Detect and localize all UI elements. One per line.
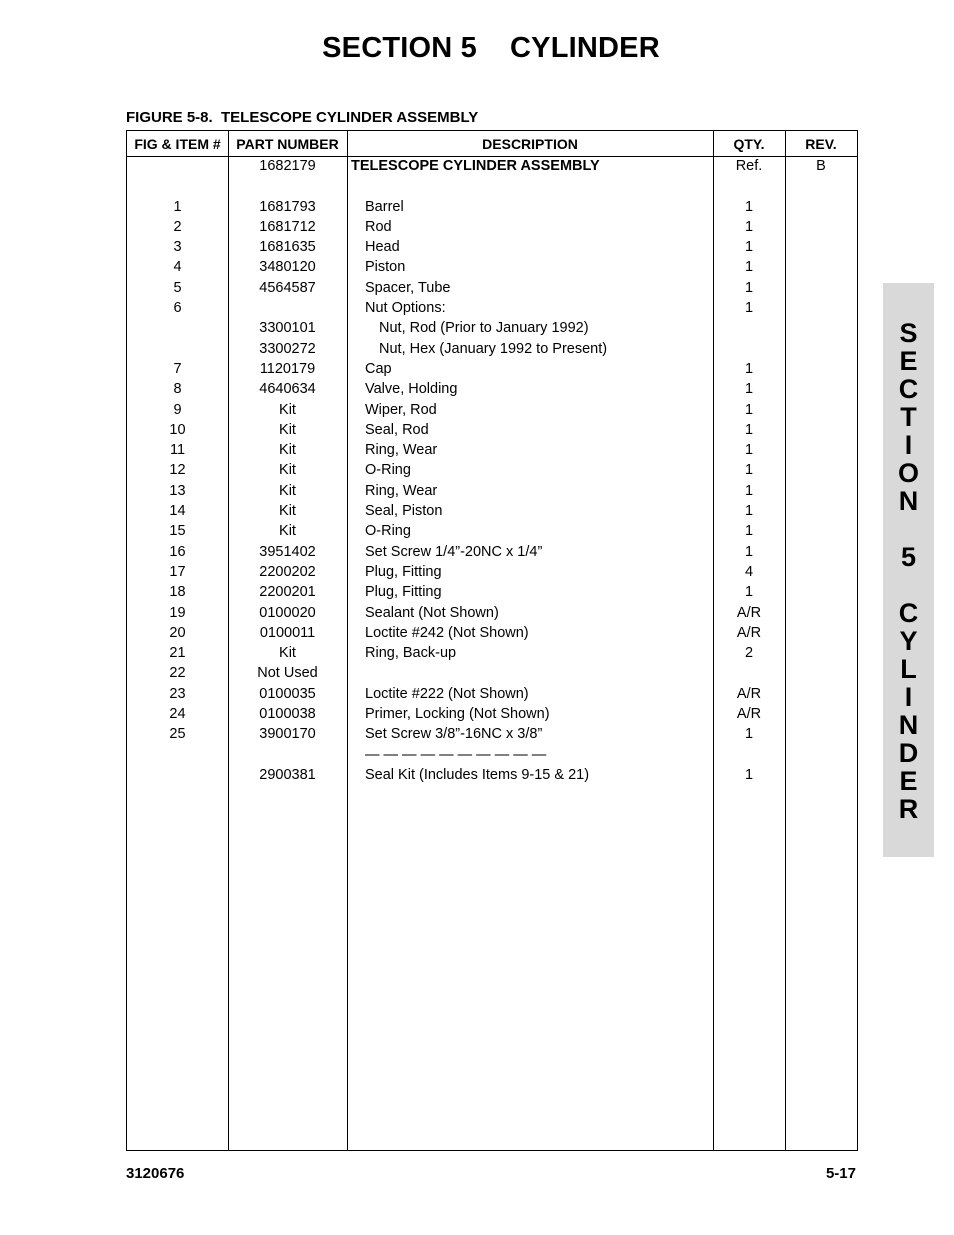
cell-item-number: 15: [169, 523, 186, 540]
table-row: [127, 360, 857, 380]
cell-part-number: 4640634: [259, 381, 316, 398]
table-row: [127, 482, 857, 502]
cell-qty: A/R: [736, 624, 762, 641]
table-row: [127, 380, 857, 400]
cell-description: Head: [365, 239, 400, 256]
figure-title: FIGURE 5-8. TELESCOPE CYLINDER ASSEMBLY: [126, 109, 479, 126]
cell-item-number: 7: [173, 360, 182, 377]
cell-description: Wiper, Rod: [365, 401, 437, 418]
table-row: [127, 543, 857, 563]
cell-rev: B: [816, 158, 826, 174]
cell-part-number: 3300272: [259, 340, 316, 357]
side-tab-letter: E: [899, 346, 918, 376]
cell-item-number: 14: [169, 503, 186, 520]
cell-qty: 1: [744, 584, 754, 601]
cell-qty: 1: [744, 482, 754, 499]
side-tab-letter: O: [897, 458, 919, 488]
cell-item-number: 12: [169, 462, 186, 479]
cell-item-number: 10: [169, 421, 186, 438]
cell-description: Piston: [365, 259, 406, 276]
table-row: [127, 624, 857, 644]
cell-description: Seal, Piston: [365, 503, 443, 520]
cell-part-number: 0100038: [259, 706, 316, 723]
table-row: [127, 198, 857, 218]
cell-qty: 2: [744, 645, 754, 662]
cell-qty: 1: [744, 462, 754, 479]
cell-item-number: 9: [173, 401, 182, 418]
cell-description: Barrel: [365, 198, 404, 215]
cell-item-number: 23: [169, 685, 186, 702]
cell-description: Loctite #242 (Not Shown): [365, 624, 529, 641]
table-row: [127, 746, 857, 766]
cell-item-number: 16: [169, 543, 186, 560]
table-row: [127, 177, 857, 197]
cell-part-number: 1681635: [259, 239, 316, 256]
cell-description: Set Screw 3/8”-16NC x 3/8”: [365, 726, 543, 743]
cell-part-number: 1120179: [259, 360, 316, 377]
cell-part-number: Kit: [279, 421, 296, 438]
cell-item-number: 8: [173, 381, 182, 398]
cell-part-number: 4564587: [259, 279, 316, 296]
table-row: [127, 583, 857, 603]
cell-part-number: 2200202: [259, 563, 316, 580]
cell-item-number: 18: [169, 584, 186, 601]
cell-part-number: Kit: [279, 523, 296, 540]
cell-part-number: 2200201: [259, 584, 316, 601]
table-row: [127, 279, 857, 299]
cell-item-number: 19: [169, 604, 186, 621]
cell-part-number: 1681712: [259, 218, 316, 235]
cell-item-number: 4: [173, 259, 182, 276]
cell-item-number: 17: [169, 563, 186, 580]
cell-item-number: 11: [169, 442, 186, 459]
cell-description: O-Ring: [365, 462, 411, 479]
cell-part-number: Kit: [279, 645, 296, 662]
side-tab-letter: S: [899, 318, 918, 348]
side-tab-letter: N: [898, 486, 919, 516]
cell-qty: Ref.: [735, 158, 763, 174]
cell-description: Plug, Fitting: [365, 563, 442, 580]
cell-qty: 1: [744, 421, 754, 438]
cell-item-number: 1: [173, 198, 182, 215]
header-fig-item: FIG & ITEM #: [134, 136, 221, 152]
cell-qty: A/R: [736, 685, 762, 702]
cell-part-number: Kit: [279, 401, 296, 418]
cell-description: Seal, Rod: [365, 421, 429, 438]
header-qty: QTY.: [733, 136, 765, 152]
side-tab-letter: Y: [899, 626, 918, 656]
side-tab-letter: I: [904, 682, 913, 712]
header-part-number: PART NUMBER: [236, 136, 339, 152]
cell-qty: 1: [744, 442, 754, 459]
table-row: [127, 522, 857, 542]
cell-description: Sealant (Not Shown): [365, 604, 499, 621]
cell-part-number: 0100035: [259, 685, 316, 702]
cell-qty: 1: [744, 726, 754, 743]
cell-item-number: 5: [173, 279, 182, 296]
table-row: [127, 502, 857, 522]
cell-qty: 1: [744, 300, 754, 317]
side-tab-letter: C: [898, 374, 919, 404]
page-title: SECTION 5 CYLINDER: [322, 32, 660, 64]
cell-description: Valve, Holding: [365, 381, 458, 398]
cell-description: Nut Options:: [365, 300, 446, 317]
cell-part-number: 1682179: [259, 158, 316, 174]
cell-item-number: 6: [173, 300, 182, 317]
cell-description: — — — — — — — — — —: [365, 746, 547, 763]
cell-item-number: 2: [173, 218, 182, 235]
cell-part-number: 1681793: [259, 198, 316, 215]
cell-item-number: 25: [169, 726, 186, 743]
side-tab-letter: L: [900, 654, 917, 684]
cell-description: Nut, Rod (Prior to January 1992): [379, 320, 589, 337]
table-row: [127, 725, 857, 745]
cell-description: Loctite #222 (Not Shown): [365, 685, 529, 702]
table-row: [127, 766, 857, 786]
table-row: [127, 644, 857, 664]
cell-description: TELESCOPE CYLINDER ASSEMBLY: [351, 158, 600, 174]
cell-qty: A/R: [736, 604, 762, 621]
cell-description: Ring, Back-up: [365, 645, 457, 662]
table-row: [127, 664, 857, 684]
cell-qty: 1: [744, 766, 754, 783]
side-tab-letter: E: [899, 766, 918, 796]
cell-description: Nut, Hex (January 1992 to Present): [379, 340, 608, 357]
cell-qty: 4: [744, 563, 754, 580]
document-number: 3120676: [126, 1165, 185, 1182]
table-row: [127, 299, 857, 319]
cell-item-number: 13: [169, 482, 186, 499]
side-tab-letter: T: [900, 402, 917, 432]
cell-qty: 1: [744, 279, 754, 296]
side-tab-letter: N: [898, 710, 919, 740]
table-row: [127, 401, 857, 421]
table-row: [127, 238, 857, 258]
cell-part-number: Kit: [279, 442, 296, 459]
cell-part-number: Kit: [279, 503, 296, 520]
cell-part-number: 0100020: [259, 604, 316, 621]
cell-part-number: 2900381: [259, 766, 316, 783]
cell-qty: 1: [744, 543, 754, 560]
table-row: [127, 604, 857, 624]
table-row: [127, 218, 857, 238]
cell-qty: 1: [744, 218, 754, 235]
cell-description: Primer, Locking (Not Shown): [365, 706, 550, 723]
header-rev: REV.: [805, 136, 837, 152]
side-tab-letter: [883, 515, 934, 543]
cell-qty: 1: [744, 198, 754, 215]
cell-part-number: 0100011: [259, 624, 316, 641]
table-row: [127, 441, 857, 461]
table-row: [127, 705, 857, 725]
side-tab-letter: R: [898, 794, 919, 824]
cell-item-number: 20: [169, 624, 186, 641]
cell-part-number: 3900170: [259, 726, 316, 743]
cell-description: Spacer, Tube: [365, 279, 451, 296]
table-row: [127, 563, 857, 583]
cell-qty: 1: [744, 259, 754, 276]
cell-description: Rod: [365, 218, 392, 235]
cell-qty: 1: [744, 523, 754, 540]
cell-part-number: 3480120: [259, 259, 316, 276]
side-tab-letter: I: [904, 430, 913, 460]
table-row: [127, 421, 857, 441]
cell-part-number: Kit: [279, 462, 296, 479]
side-tab-letter: C: [898, 598, 919, 628]
cell-description: O-Ring: [365, 523, 411, 540]
table-row: [127, 258, 857, 278]
cell-item-number: 21: [169, 645, 186, 662]
table-row: [127, 319, 857, 339]
cell-description: Ring, Wear: [365, 442, 438, 459]
cell-part-number: Kit: [279, 482, 296, 499]
cell-item-number: 22: [169, 665, 186, 682]
side-tab-letter: 5: [900, 542, 917, 572]
cell-qty: 1: [744, 381, 754, 398]
table-row: [127, 461, 857, 481]
parts-table: [126, 130, 858, 1151]
cell-description: Plug, Fitting: [365, 584, 442, 601]
cell-description: Cap: [365, 360, 392, 377]
table-row: [127, 340, 857, 360]
cell-qty: 1: [744, 239, 754, 256]
header-description: DESCRIPTION: [482, 136, 578, 152]
section-side-tab: [883, 283, 934, 857]
cell-qty: 1: [744, 503, 754, 520]
table-row: [127, 685, 857, 705]
cell-part-number: 3951402: [259, 543, 316, 560]
cell-qty: 1: [744, 360, 754, 377]
table-body: [127, 157, 857, 786]
cell-part-number: Not Used: [257, 665, 318, 682]
cell-item-number: 24: [169, 706, 186, 723]
cell-qty: A/R: [736, 706, 762, 723]
cell-description: Ring, Wear: [365, 482, 438, 499]
side-tab-letter: [883, 571, 934, 599]
cell-item-number: 3: [173, 239, 182, 256]
table-row: [127, 157, 857, 177]
side-tab-label: [883, 319, 934, 823]
cell-part-number: 3300101: [259, 320, 316, 337]
cell-description: Set Screw 1/4”-20NC x 1/4”: [365, 543, 543, 560]
page-number: 5-17: [825, 1165, 856, 1182]
cell-qty: 1: [744, 401, 754, 418]
cell-description: Seal Kit (Includes Items 9-15 & 21): [365, 766, 590, 783]
side-tab-letter: D: [898, 738, 919, 768]
